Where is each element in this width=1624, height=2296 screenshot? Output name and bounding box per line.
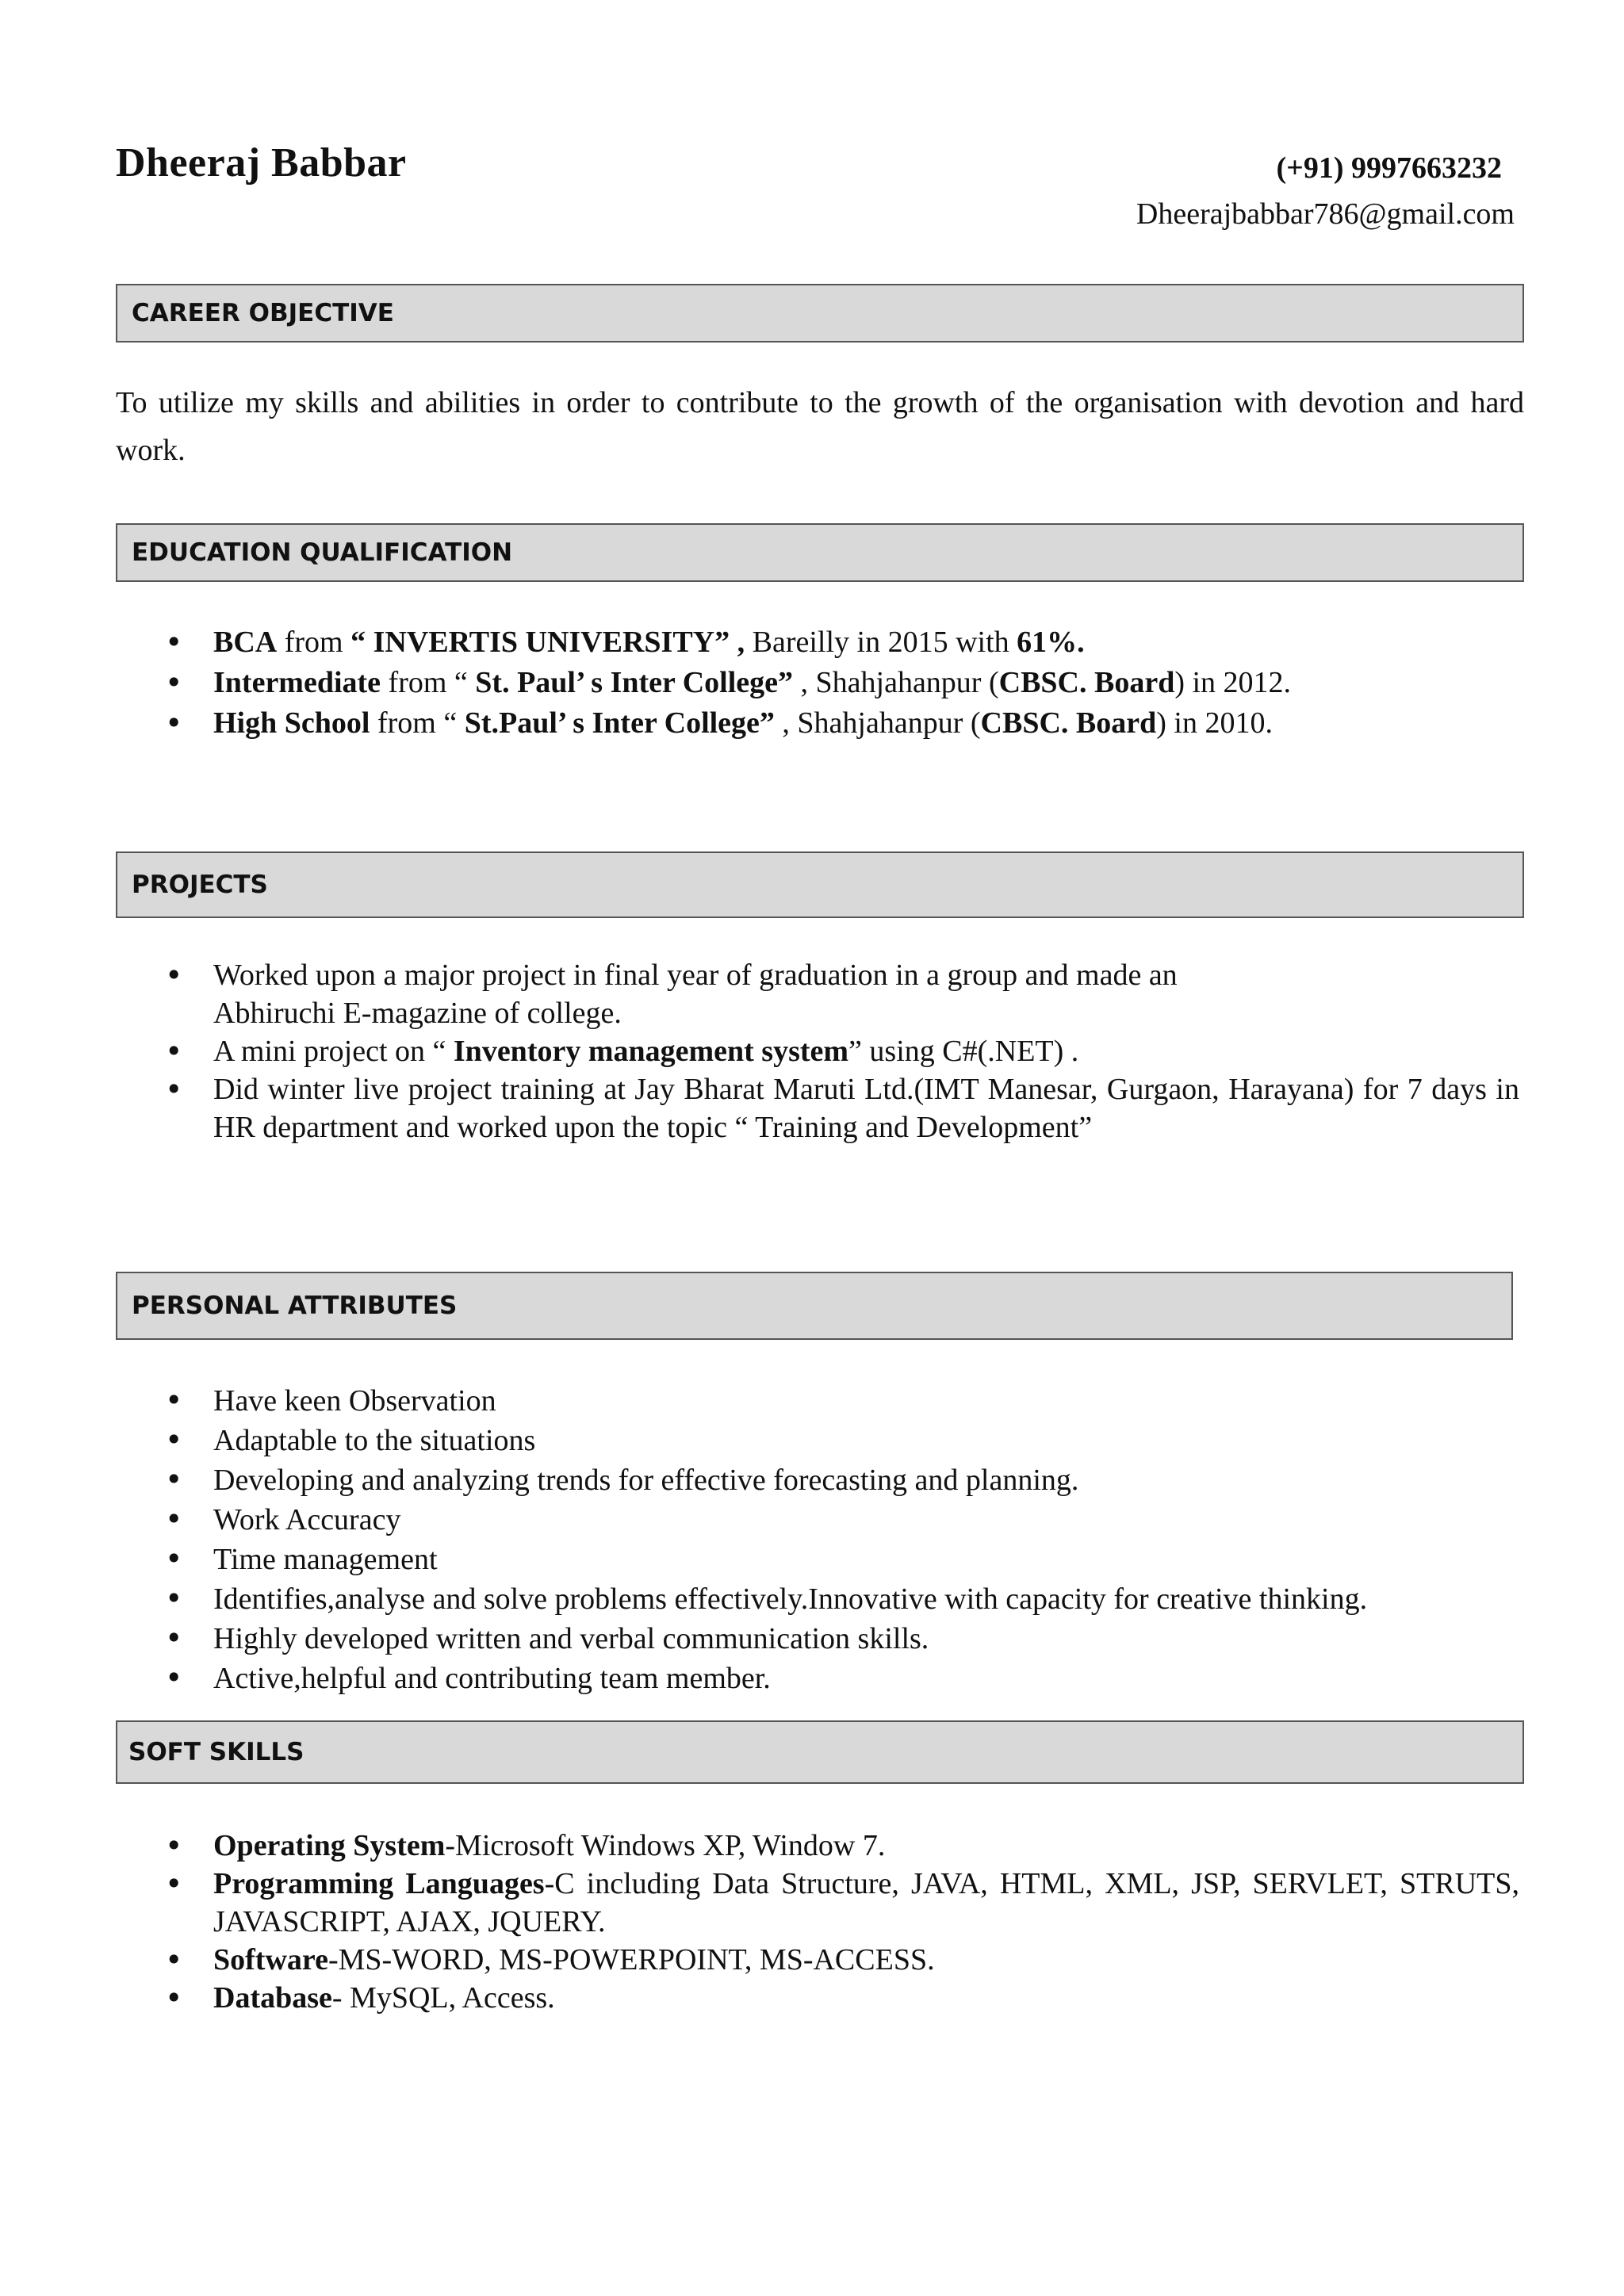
section-header-personal-attributes: PERSONAL ATTRIBUTES bbox=[116, 1272, 1513, 1340]
attribute-item: • Active,helpful and contributing team member. bbox=[165, 1660, 771, 1695]
section-header-career-objective: CAREER OBJECTIVE bbox=[116, 284, 1524, 342]
career-objective-text: To utilize my skills and abilities in order to contribute to the growth of the organisation with devotion and hard work. bbox=[116, 386, 1524, 467]
bullet-icon: • bbox=[165, 1502, 183, 1536]
personal-attributes-list bbox=[116, 1381, 1519, 1698]
project-item: • Did winter live project training at Jay Bharat Maruti Ltd.(IMT Manesar, Gurgaon, Harayana) for 7 days in HR department and worked upon the topic “ Training and Development” bbox=[165, 1072, 1519, 1144]
skill-item: • Database- MySQL, Access. bbox=[165, 1980, 555, 2015]
project-item: • A mini project on “ Inventory management system” using C#(.NET) . bbox=[165, 1034, 1079, 1069]
education-item: • BCA from “ INVERTIS UNIVERSITY” , Bareilly in 2015 with 61%. bbox=[165, 625, 1085, 660]
bullet-icon: • bbox=[165, 1866, 183, 1901]
education-item: • Intermediate from “ St. Paul’ s Inter College” , Shahjahanpur (CBSC. Board) in 2012. bbox=[165, 665, 1292, 700]
section-header-soft-skills: SOFT SKILLS bbox=[116, 1720, 1524, 1784]
project-item: • Worked upon a major project in final year of graduation in a group and made an Abhiruchi E-magazine of college. bbox=[165, 958, 1178, 1030]
candidate-name: Dheeraj Babbar bbox=[116, 140, 407, 186]
bullet-icon: • bbox=[165, 1660, 183, 1695]
bullet-icon: • bbox=[165, 1462, 183, 1497]
attribute-item: • Highly developed written and verbal communication skills. bbox=[165, 1621, 929, 1655]
skill-item: • Software-MS-WORD, MS-POWERPOINT, MS-ACCESS. bbox=[165, 1942, 935, 1977]
attribute-item: • Adaptable to the situations bbox=[165, 1422, 536, 1457]
bullet-icon: • bbox=[165, 1581, 183, 1616]
attribute-item: • Work Accuracy bbox=[165, 1502, 401, 1536]
projects-list bbox=[116, 956, 1519, 1146]
attribute-item: • Developing and analyzing trends for effective forecasting and planning. bbox=[165, 1462, 1079, 1497]
phone-number: (+91) 9997663232 bbox=[1276, 151, 1502, 185]
bullet-icon: • bbox=[165, 958, 183, 993]
bullet-icon: • bbox=[165, 665, 183, 700]
bullet-icon: • bbox=[165, 706, 183, 740]
skill-item: • Programming Languages-C including Data Structure, JAVA, HTML, XML, JSP, SERVLET, STRUTS, JAVASCRIPT, AJAX, JQUERY. bbox=[165, 1866, 1519, 1938]
bullet-icon: • bbox=[165, 1541, 183, 1576]
bullet-icon: • bbox=[165, 1621, 183, 1655]
bullet-icon: • bbox=[165, 1383, 183, 1418]
bullet-icon: • bbox=[165, 1828, 183, 1863]
education-list bbox=[116, 623, 1519, 742]
education-item: • High School from “ St.Paul’ s Inter College” , Shahjahanpur (CBSC. Board) in 2010. bbox=[165, 706, 1273, 740]
bullet-icon: • bbox=[165, 1072, 183, 1107]
attribute-item: • Have keen Observation bbox=[165, 1383, 496, 1418]
email-address: Dheerajbabbar786@gmail.com bbox=[1136, 197, 1515, 231]
bullet-icon: • bbox=[165, 625, 183, 660]
bullet-icon: • bbox=[165, 1942, 183, 1977]
bullet-icon: • bbox=[165, 1422, 183, 1457]
section-header-education: EDUCATION QUALIFICATION bbox=[116, 523, 1524, 582]
bullet-icon: • bbox=[165, 1980, 183, 2015]
bullet-icon: • bbox=[165, 1034, 183, 1069]
section-header-projects: PROJECTS bbox=[116, 851, 1524, 918]
soft-skills-list bbox=[116, 1827, 1519, 2017]
attribute-item: • Time management bbox=[165, 1541, 438, 1576]
attribute-item: • Identifies,analyse and solve problems effectively.Innovative with capacity for creative thinking. bbox=[165, 1581, 1368, 1616]
skill-item: • Operating System-Microsoft Windows XP, Window 7. bbox=[165, 1828, 886, 1863]
